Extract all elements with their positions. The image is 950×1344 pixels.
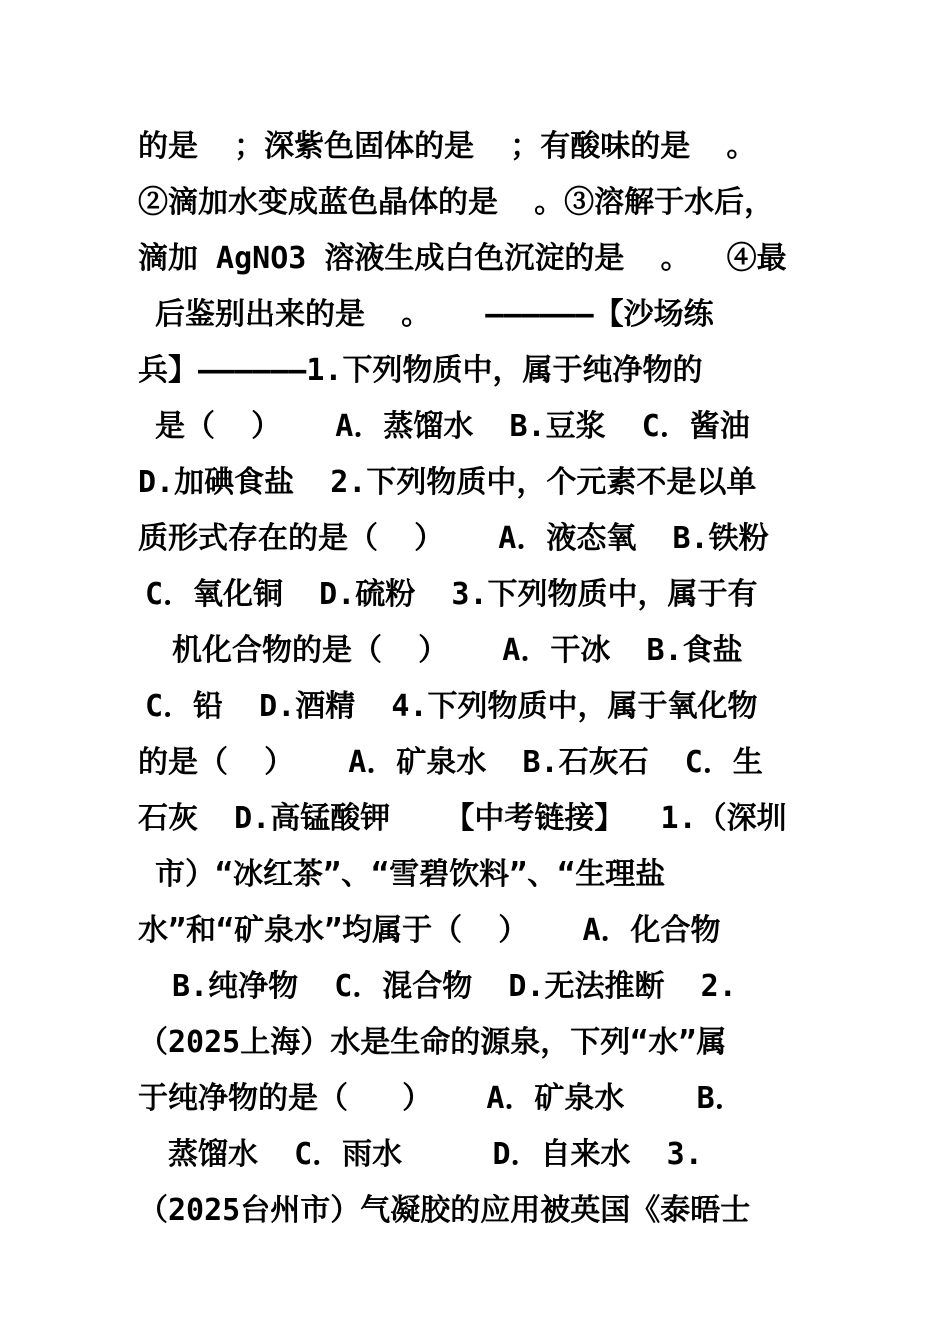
text-line-6: 是（ ） A．蒸馏水 B.豆浆 C．酱油 [155,409,750,444]
text-line-16: B.纯净物 C．混合物 D.无法推断 2. [172,969,737,1004]
text-line-1: 的是 ；深紫色固体的是 ；有酸味的是 。 [138,129,757,164]
text-line-12: 的是（ ） A．矿泉水 B.石灰石 C．生 [138,745,763,780]
text-line-20: （2025台州市）气凝胶的应用被英国《泰晤士 [138,1193,751,1228]
text-line-9: C．氧化铜 D.硫粉 3.下列物质中，属于有 [145,577,758,612]
text-line-14: 市）“冰红茶”、“雪碧饮料”、“生理盐 [155,857,666,892]
text-line-11: C．铅 D.酒精 4.下列物质中，属于氧化物 [145,689,758,724]
text-line-4: 后鉴别出来的是 。 ——————【沙场练 [155,297,714,332]
text-line-5: 兵】——————1.下列物质中，属于纯净物的 [138,353,703,388]
text-line-3: 滴加 AgNO3 溶液生成白色沉淀的是 。 ④最 [138,241,787,276]
text-line-13: 石灰 D.高锰酸钾 【中考链接】 1.（深圳 [138,801,787,836]
text-line-19: 蒸馏水 C．雨水 D．自来水 3. [168,1137,703,1172]
text-line-15: 水”和“矿泉水”均属于（ ） A．化合物 [138,913,721,948]
text-line-2: ②滴加水变成蓝色晶体的是 。③溶解于水后， [138,185,775,220]
text-line-8: 质形式存在的是（ ） A．液态氧 B.铁粉 [138,521,769,556]
text-line-17: （2025上海）水是生命的源泉，下列“水”属 [138,1025,727,1060]
text-line-7: D.加碘食盐 2.下列物质中，个元素不是以单 [138,465,757,500]
text-line-10: 机化合物的是（ ） A．干冰 B.食盐 [172,633,743,668]
text-line-18: 于纯净物的是（ ） A．矿泉水 B． [138,1081,745,1116]
